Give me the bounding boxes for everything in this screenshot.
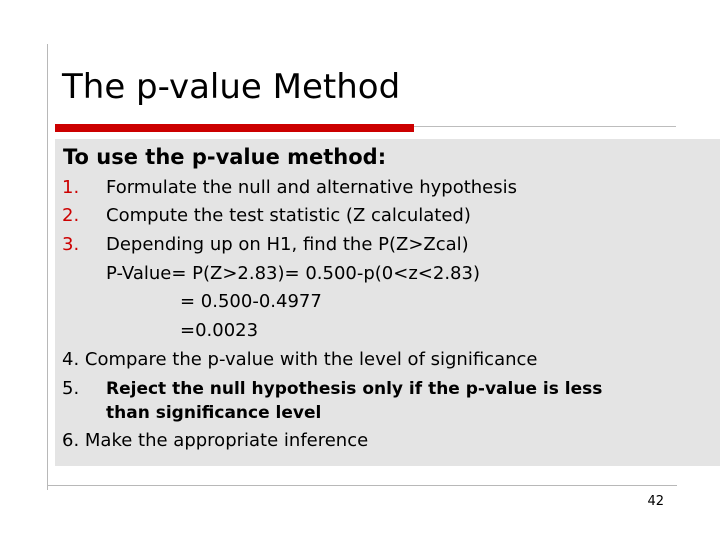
title-accent-bar (55, 124, 414, 132)
footer-divider-line (47, 485, 677, 486)
step-five-text-line-1: Reject the null hypothesis only if the p-value is less (106, 379, 603, 399)
step-text: Compute the test statistic (Z calculated) (106, 205, 471, 226)
calculation-line: = 0.500-0.4977 (180, 291, 322, 312)
step-number: 1. (62, 177, 80, 198)
content-subtitle: To use the p-value method: (63, 145, 387, 169)
step-number: 3. (62, 234, 80, 255)
page-number: 42 (647, 494, 664, 509)
step-six-text: 6. Make the appropriate inference (62, 430, 369, 451)
step-text: Formulate the null and alternative hypothesis (106, 177, 518, 198)
step-five-number: 5. (62, 378, 80, 399)
left-rule (47, 44, 48, 490)
step-four-text: 4. Compare the p-value with the level of significance (62, 349, 538, 370)
step-number: 2. (62, 205, 80, 226)
calculation-line: =0.0023 (180, 320, 259, 341)
calculation-line: P-Value= P(Z>2.83)= 0.500-p(0<z<2.83) (106, 263, 480, 284)
step-five-text-line-2: than significance level (106, 403, 322, 423)
slide-title: The p-value Method (62, 67, 401, 107)
step-text: Depending up on H1, find the P(Z>Zcal) (106, 234, 469, 255)
title-divider-line (414, 126, 676, 127)
